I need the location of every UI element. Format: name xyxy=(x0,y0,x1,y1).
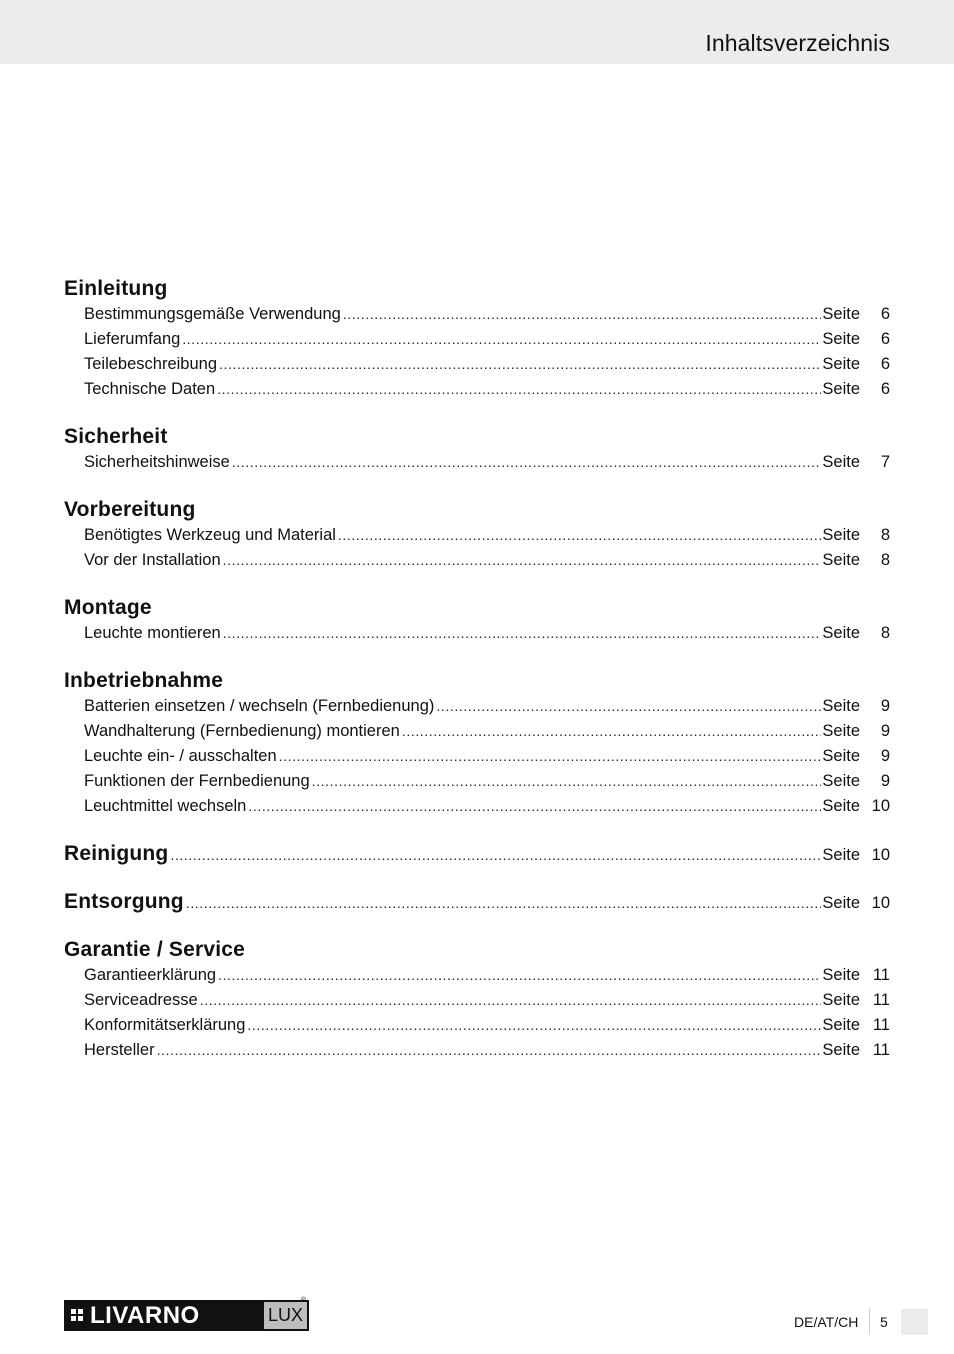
seite-label: Seite xyxy=(822,846,860,864)
dot-leader xyxy=(402,719,822,744)
toc-entry-label: Konformitätserklärung xyxy=(84,1016,246,1034)
logo-lux xyxy=(262,1297,309,1331)
dot-leader xyxy=(436,694,821,719)
toc-entry xyxy=(84,621,890,646)
toc-page-number: 6 xyxy=(880,305,890,323)
dot-leader xyxy=(343,302,822,327)
seite-label: Seite xyxy=(822,772,860,790)
toc-entry-label: Leuchte montieren xyxy=(84,624,221,642)
toc-entry xyxy=(84,1038,890,1063)
toc-entry xyxy=(84,963,890,988)
toc-page-number: 9 xyxy=(880,772,890,790)
toc-entry-label: Garantieerklärung xyxy=(84,966,217,984)
seite-label: Seite xyxy=(822,797,860,815)
dot-leader xyxy=(223,548,822,573)
seite-label: Seite xyxy=(822,966,860,984)
toc-page-number: 11 xyxy=(872,966,890,984)
section-heading: Vorbereitung xyxy=(64,498,196,521)
dot-leader xyxy=(200,988,822,1013)
toc-section-reinigung xyxy=(64,841,890,867)
toc-section-garantie-service xyxy=(64,937,890,1063)
toc-entry xyxy=(84,744,890,769)
toc-page-number: 6 xyxy=(880,355,890,373)
section-heading: Einleitung xyxy=(64,277,168,300)
toc-page-number: 9 xyxy=(880,697,890,715)
dot-leader xyxy=(218,963,821,988)
seite-label: Seite xyxy=(822,1016,860,1034)
toc-page-number: 6 xyxy=(880,380,890,398)
dot-leader xyxy=(248,794,821,819)
toc-entry xyxy=(84,377,890,402)
dot-leader xyxy=(170,842,821,868)
seite-label: Seite xyxy=(822,355,860,373)
toc-entry xyxy=(84,769,890,794)
toc-section-montage xyxy=(64,595,890,646)
footer-page-number: 5 xyxy=(880,1314,888,1330)
seite-label: Seite xyxy=(822,526,860,544)
seite-label: Seite xyxy=(822,624,860,642)
seite-label: Seite xyxy=(822,380,860,398)
toc-heading-row xyxy=(64,889,890,915)
header-band xyxy=(0,0,954,64)
table-of-contents xyxy=(64,276,890,1063)
seite-label: Seite xyxy=(822,722,860,740)
toc-page-number: 8 xyxy=(880,624,890,642)
dot-leader xyxy=(219,352,821,377)
toc-entry xyxy=(84,523,890,548)
toc-entry-label: Hersteller xyxy=(84,1041,155,1059)
toc-section-inbetriebnahme xyxy=(64,668,890,819)
toc-page-number: 10 xyxy=(871,894,890,912)
section-heading: Reinigung xyxy=(64,842,169,865)
toc-section-vorbereitung xyxy=(64,497,890,573)
dot-leader xyxy=(223,621,822,646)
seite-label: Seite xyxy=(822,551,860,569)
logo-lux-text: LUX xyxy=(267,1305,303,1325)
toc-entry-label: Serviceadresse xyxy=(84,991,198,1009)
toc-entry-label: Funktionen der Fernbedienung xyxy=(84,772,310,790)
dot-leader xyxy=(247,1013,821,1038)
toc-entry-label: Bestimmungsgemäße Verwendung xyxy=(84,305,341,323)
toc-entry-label: Leuchte ein- / ausschalten xyxy=(84,747,277,765)
logo-wordmark: LIVARNO xyxy=(90,1302,200,1329)
dot-leader xyxy=(312,769,822,794)
dot-leader xyxy=(186,890,822,916)
seite-label: Seite xyxy=(822,894,860,912)
toc-entry-label: Technische Daten xyxy=(84,380,216,398)
section-heading: Inbetriebnahme xyxy=(64,669,224,692)
toc-entry xyxy=(84,327,890,352)
toc-entry xyxy=(84,694,890,719)
toc-entry xyxy=(84,352,890,377)
toc-page-number: 11 xyxy=(872,1041,890,1059)
section-heading: Entsorgung xyxy=(64,890,184,913)
seite-label: Seite xyxy=(822,1041,860,1059)
seite-label: Seite xyxy=(822,453,860,471)
dot-leader xyxy=(279,744,822,769)
toc-entry-label: Lieferumfang xyxy=(84,330,181,348)
seite-label: Seite xyxy=(822,697,860,715)
toc-section-entsorgung xyxy=(64,889,890,915)
dot-leader xyxy=(182,327,821,352)
toc-entry-label: Benötigtes Werkzeug und Material xyxy=(84,526,336,544)
toc-entry-label: Teilebeschreibung xyxy=(84,355,218,373)
toc-entry-label: Batterien einsetzen / wechseln (Fernbedienung) xyxy=(84,697,435,715)
toc-page-number: 8 xyxy=(880,526,890,544)
section-heading: Garantie / Service xyxy=(64,938,246,961)
page-title: Inhaltsverzeichnis xyxy=(705,30,890,56)
toc-page-number: 11 xyxy=(872,1016,890,1034)
seite-label: Seite xyxy=(822,991,860,1009)
toc-page-number: 8 xyxy=(880,551,890,569)
brand-logo xyxy=(64,1297,309,1331)
footer-locale: DE/AT/CH xyxy=(794,1314,859,1330)
dot-leader xyxy=(217,377,821,402)
toc-entry xyxy=(84,988,890,1013)
toc-page-number: 10 xyxy=(871,846,890,864)
toc-entry xyxy=(84,1013,890,1038)
footer-divider xyxy=(869,1308,870,1334)
registered-mark: ® xyxy=(300,1297,306,1304)
section-heading: Sicherheit xyxy=(64,425,168,448)
logo-main xyxy=(64,1300,262,1331)
seite-label: Seite xyxy=(822,305,860,323)
toc-page-number: 6 xyxy=(880,330,890,348)
toc-entry-label: Vor der Installation xyxy=(84,551,221,569)
logo-mark-icon xyxy=(64,1300,90,1331)
dot-leader xyxy=(232,450,822,475)
toc-entry xyxy=(84,548,890,573)
toc-page-number: 9 xyxy=(880,722,890,740)
seite-label: Seite xyxy=(822,330,860,348)
toc-entry xyxy=(84,450,890,475)
toc-heading-row xyxy=(64,841,890,867)
toc-entry-label: Leuchtmittel wechseln xyxy=(84,797,247,815)
toc-entry xyxy=(84,794,890,819)
toc-page-number: 9 xyxy=(880,747,890,765)
toc-section-einleitung xyxy=(64,276,890,402)
footer-tab-marker xyxy=(901,1309,928,1335)
toc-entry-label: Wandhalterung (Fernbedienung) montieren xyxy=(84,722,400,740)
toc-page-number: 10 xyxy=(871,797,890,815)
toc-entry-label: Sicherheitshinweise xyxy=(84,453,230,471)
section-heading: Montage xyxy=(64,596,152,619)
toc-entry xyxy=(84,719,890,744)
toc-page-number: 7 xyxy=(880,453,890,471)
dot-leader xyxy=(157,1038,822,1063)
seite-label: Seite xyxy=(822,747,860,765)
toc-page-number: 11 xyxy=(872,991,890,1009)
toc-section-sicherheit xyxy=(64,424,890,475)
toc-entry xyxy=(84,302,890,327)
dot-leader xyxy=(338,523,821,548)
